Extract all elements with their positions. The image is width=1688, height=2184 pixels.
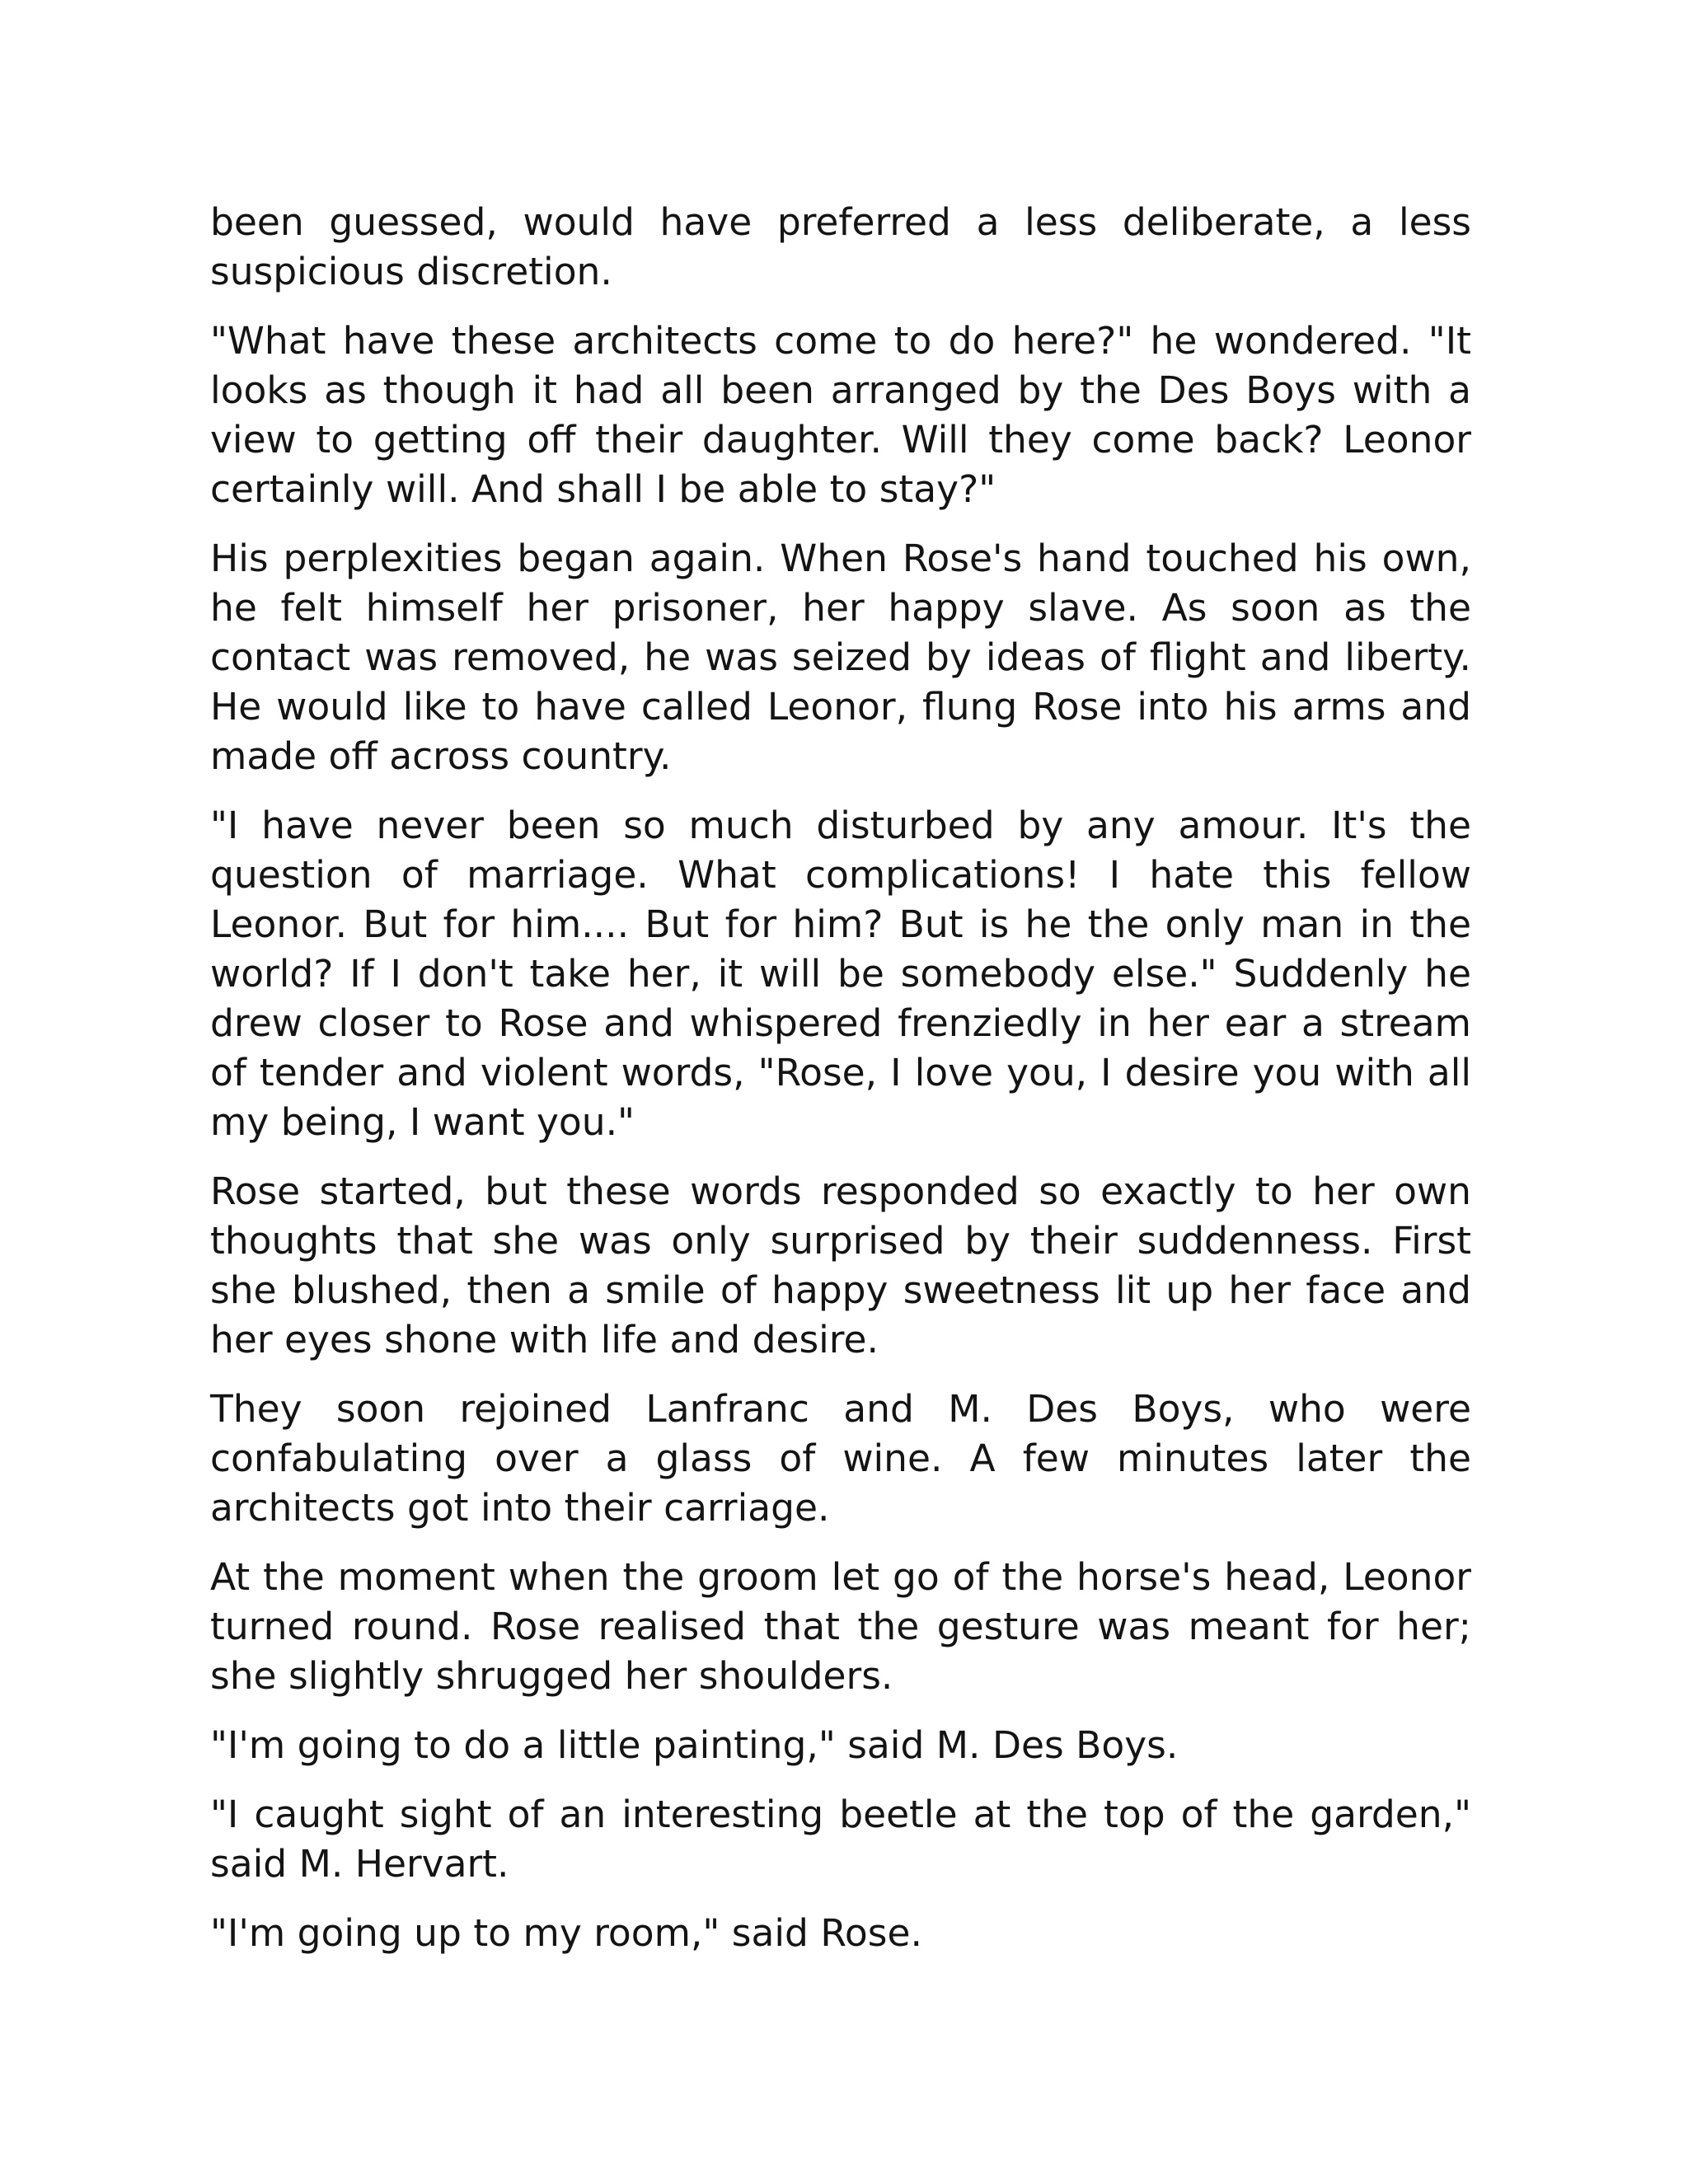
paragraph: His perplexities began again. When Rose's hand touched his own, he felt himself her prisoner, her happy slave. As soon as the contact was removed, he was seized by ideas of flight and liberty. He would like to have called Leonor, flung Rose into his arms and made off across country. (210, 537, 1471, 778)
paragraph: been guessed, would have preferred a less deliberate, a less suspicious discretion. (210, 200, 1471, 293)
paragraph: "I have never been so much disturbed by any amour. It's the question of marriage. What complications! I hate this fellow Leonor. But for him.... But for him? But is he the only man in the world? If I don't take her, it will be somebody else." Suddenly he drew closer to Rose and whispered frenziedly in her ear a stream of tender and violent words, "Rose, I love you, I desire you with all my being, I want you." (210, 804, 1471, 1144)
paragraph: At the moment when the groom let go of the horse's head, Leonor turned round. Rose realised that the gesture was meant for her; she slightly shrugged her shoulders. (210, 1555, 1471, 1698)
paragraph: "I'm going up to my room," said Rose. (210, 1911, 922, 1955)
paragraph: Rose started, but these words responded so exactly to her own thoughts that she was only surprised by their suddenness. First she blushed, then a smile of happy sweetness lit up her face and her eyes shone with life and desire. (210, 1169, 1471, 1361)
paragraph: They soon rejoined Lanfranc and M. Des Boys, who were confabulating over a glass of wine. A few minutes later the architects got into their carriage. (210, 1387, 1471, 1530)
paragraph: "I caught sight of an interesting beetle at the top of the garden," said M. Hervart. (210, 1793, 1471, 1886)
book-page (210, 198, 1471, 1978)
paragraph: "I'm going to do a little painting," said M. Des Boys. (210, 1723, 1179, 1767)
paragraph: "What have these architects come to do here?" he wondered. "It looks as though it had all been arranged by the Des Boys with a view to getting off their daughter. Will they come back? Leonor certainly will. And shall I be able to stay?" (210, 319, 1471, 511)
